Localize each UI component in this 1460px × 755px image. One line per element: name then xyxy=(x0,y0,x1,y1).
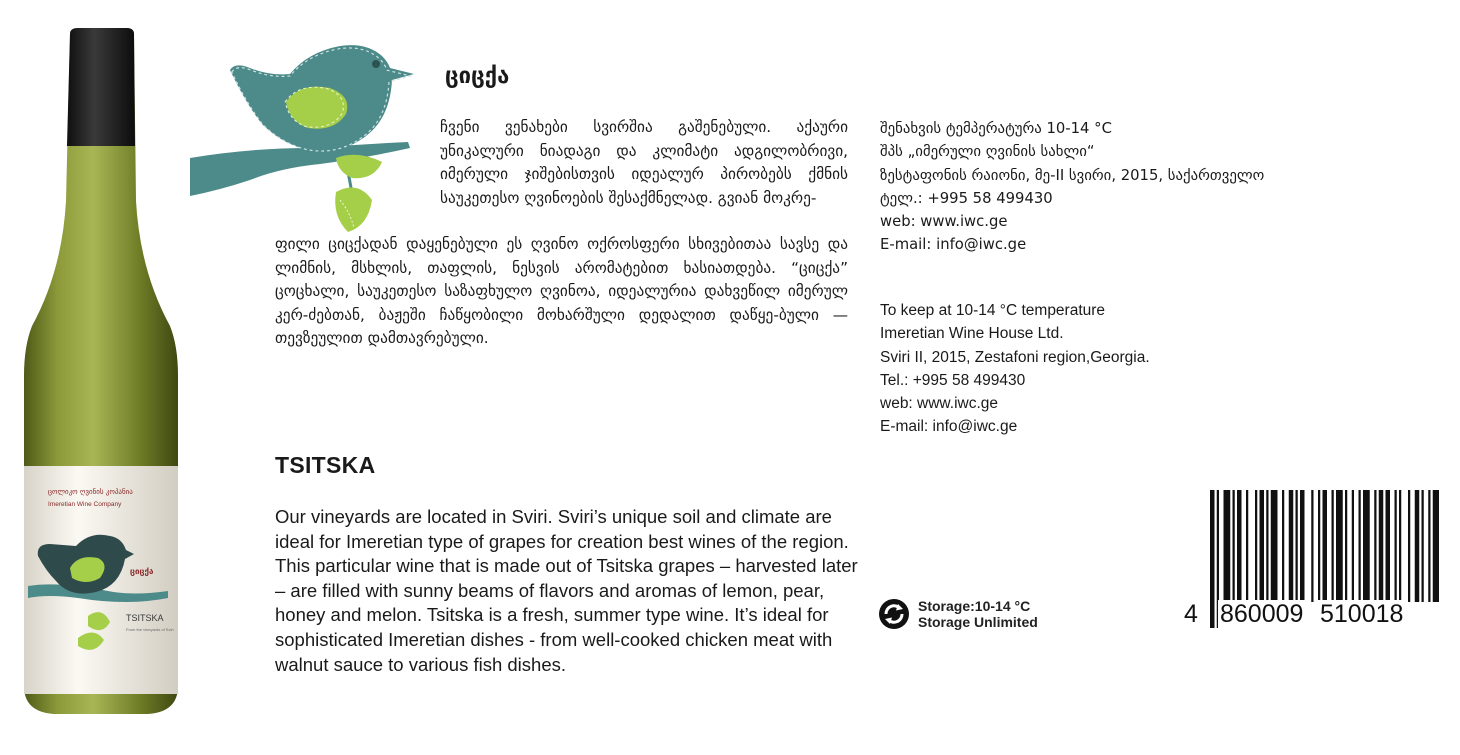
barcode-bar xyxy=(1300,490,1305,602)
barcode-bar xyxy=(1352,490,1354,602)
storage-temperature-ka: შენახვის ტემპერატურა 10-14 °C xyxy=(880,120,1112,137)
bottle-label-brand-en: Imeretian Wine Company xyxy=(48,501,122,508)
bottle-label-name-en: TSITSKA xyxy=(126,613,164,623)
website-ka: web: www.iwc.ge xyxy=(880,213,1008,231)
barcode-bar xyxy=(1210,490,1215,628)
website-en: web: www.iwc.ge xyxy=(880,395,999,413)
wine-bottle-image xyxy=(18,26,183,716)
storage-temperature: 10-14 °C xyxy=(974,598,1031,614)
barcode-bar xyxy=(1428,490,1430,602)
contact-info-english xyxy=(880,299,1150,439)
bottle-label-sub-en: From the vineyards of Sviri xyxy=(126,627,174,632)
barcode-digit-group-2: 510018 xyxy=(1320,600,1404,628)
bird-logo xyxy=(190,40,420,240)
storage-badge xyxy=(878,598,1038,630)
bottle-label-name-ka: ციცქა xyxy=(130,567,154,576)
barcode-bar xyxy=(1422,490,1424,602)
phone-en: Tel.: +995 58 499430 xyxy=(880,371,1026,389)
barcode-bar xyxy=(1318,490,1320,602)
bottle-label-brand-ka: ცოლიკო ღვინის კოპანია xyxy=(48,488,133,496)
barcode-bar xyxy=(1233,490,1235,602)
barcode-bar xyxy=(1289,490,1294,602)
georgian-title: ციცქა xyxy=(445,64,510,89)
barcode-digit-group-1: 860009 xyxy=(1220,600,1304,628)
email-ka: E-mail: info@iwc.ge xyxy=(880,236,1027,254)
barcode-first-digit: 4 xyxy=(1184,600,1198,628)
barcode-bar xyxy=(1345,490,1347,602)
barcode-bar xyxy=(1323,490,1328,602)
recycle-icon xyxy=(878,598,910,630)
barcode-bar xyxy=(1415,490,1420,602)
barcode-bar xyxy=(1237,490,1242,602)
barcode-bar xyxy=(1311,490,1313,602)
email-en: E-mail: info@iwc.ge xyxy=(880,418,1018,436)
phone-ka: ტელ.: +995 58 499430 xyxy=(880,189,1053,207)
barcode-bar xyxy=(1386,490,1391,602)
address-en: Sviri II, 2015, Zestafoni region,Georgia. xyxy=(880,348,1150,366)
barcode-bar xyxy=(1336,490,1343,602)
barcode-bar xyxy=(1224,490,1231,602)
georgian-description-top: ჩვენი ვენახები სვირშია გაშენებული. აქაური უნიკალური ნიადაგი და კლიმატი ადგილობრივი, იმერული ჯიშებისთვის იდეალურ პირობებს ქმნის საუკეთესო ღვინოების შესაქმნელად. გვიან მოკრე- xyxy=(440,118,848,207)
barcode-bar xyxy=(1271,490,1278,602)
barcode-bar xyxy=(1408,490,1410,602)
barcode-bar xyxy=(1399,490,1401,602)
barcode-bar xyxy=(1332,490,1334,602)
company-name-en: Imeretian Wine House Ltd. xyxy=(880,325,1064,343)
english-description: Our vineyards are located in Sviri. Sviri’s unique soil and climate are ideal for Imeretian type of grapes for creation best wines of the region. This particular wine that is made out of Tsitska grapes – harvested later – are filled with sunny beams of flavors and aromas of lemon, pear, honey and melon. Tsitska is a fresh, summer type wine. It’s ideal for sophisticated Imeretian dishes - from well-cooked chicken meat with walnut sauce to various fish dishes. xyxy=(275,506,858,675)
barcode-bar xyxy=(1282,490,1284,602)
barcode-bar xyxy=(1374,490,1376,602)
barcode-bar xyxy=(1260,490,1265,602)
barcode-bar xyxy=(1433,490,1439,602)
contact-info-georgian xyxy=(880,117,1264,257)
storage-unlimited: Storage Unlimited xyxy=(918,614,1038,630)
address-ka: ზესტაფონის რაიონი, მე-II სვირი, 2015, საქართველო xyxy=(880,166,1265,184)
storage-temperature-en: To keep at 10-14 °C temperature xyxy=(880,302,1106,319)
barcode-bar xyxy=(1395,490,1397,602)
storage-label: Storage: xyxy=(918,598,975,614)
barcode-bar xyxy=(1296,490,1298,602)
barcode-bar xyxy=(1255,490,1257,602)
barcode-bar xyxy=(1246,490,1248,602)
company-name-ka: შპს „იმერული ღვინის სახლი“ xyxy=(880,143,1095,161)
barcode-bar xyxy=(1379,490,1384,602)
english-title: TSITSKA xyxy=(275,452,376,478)
barcode-bar xyxy=(1266,490,1268,602)
georgian-description-bottom: ფილი ციცქადან დაყენებული ეს ღვინო ოქროსფერი სხივებითაა სავსე და ლიმნის, მსხლის, თაფლის, ნესვის არომატებით ხასიათდება. “ციცქა” ცოცხალი, საუკეთესო საზაფხულო ღვინოა, იდეალურია დახვეწილ იმერულ კერ-ძებთან, ბაჟეში ჩაწყობილი მოხარშული დედალით დაწყე-ბული — თევზეულით დამთავრებული. xyxy=(275,235,848,347)
